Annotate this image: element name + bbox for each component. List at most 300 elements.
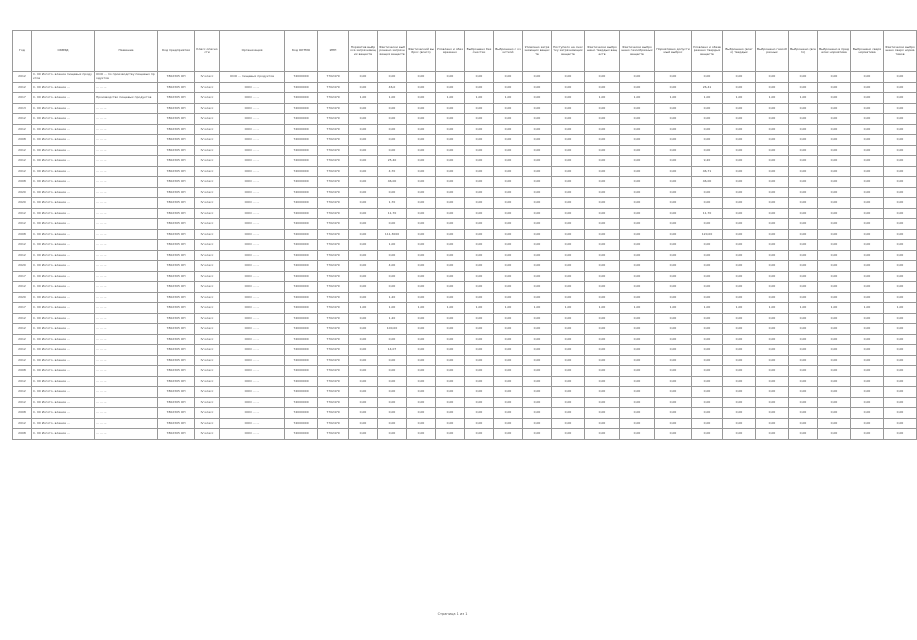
table-cell: С. 00 Изгото- вление ... <box>32 334 95 345</box>
table-cell: 0,00 <box>494 240 523 251</box>
table-cell: IV класс <box>195 219 220 230</box>
table-cell: 0,00 <box>585 240 620 251</box>
table-cell: 7802305 ОП <box>158 429 195 440</box>
table-cell: IV класс <box>195 135 220 146</box>
table-cell: С. 00 Изгото- вление ... <box>32 93 95 104</box>
table-cell: ООО ... ... <box>220 82 285 93</box>
table-cell: 0,00 <box>349 324 378 335</box>
table-cell: 2008 <box>13 177 32 188</box>
table-cell: 7702479 <box>318 166 349 177</box>
table-cell: 0,00 <box>349 198 378 209</box>
table-cell: 0,00 <box>692 334 723 345</box>
table-cell: 0,00 <box>620 114 655 125</box>
table-cell: 7802305 ОП <box>158 208 195 219</box>
table-cell: 0,00 <box>349 366 378 377</box>
table-cell: 2012 <box>13 166 32 177</box>
table-cell: 0,00 <box>552 418 585 429</box>
column-header: Уловлено загрязняющих веществ <box>523 31 552 72</box>
table-cell: 7802305 ОП <box>158 355 195 366</box>
column-header: Фактически выброшено газообразных веществ <box>620 31 655 72</box>
table-cell: 0,00 <box>655 166 692 177</box>
table-cell: 0,00 <box>552 177 585 188</box>
table-cell: 0,00 <box>851 418 884 429</box>
table-cell: 2012 <box>13 219 32 230</box>
table-cell: 0,00 <box>494 177 523 188</box>
table-cell: 0,00 <box>723 324 756 335</box>
table-cell: 0,00 <box>723 124 756 135</box>
table-cell: 0,00 <box>494 408 523 419</box>
table-cell: 1,00 <box>494 93 523 104</box>
table-cell: 0,00 <box>692 135 723 146</box>
table-cell: 0,00 <box>723 135 756 146</box>
table-cell: 0,00 <box>789 145 818 156</box>
table-row <box>13 229 917 240</box>
table-cell: 7802305 ОП <box>158 114 195 125</box>
table-cell: 2008 <box>13 408 32 419</box>
table-cell: 7802305 ОП <box>158 303 195 314</box>
table-cell: 0,00 <box>523 219 552 230</box>
table-cell: IV класс <box>195 345 220 356</box>
table-cell: 7702479 <box>318 229 349 240</box>
table-cell: 0,00 <box>436 376 465 387</box>
table-cell: 0,00 <box>407 355 436 366</box>
table-cell: 0,00 <box>494 313 523 324</box>
table-cell: 0,00 <box>692 408 723 419</box>
table-cell: 0,00 <box>552 334 585 345</box>
table-cell: 0,00 <box>523 82 552 93</box>
table-cell: ООО ... ... <box>220 271 285 282</box>
table-cell: 0,00 <box>620 292 655 303</box>
table-cell: 0,00 <box>620 145 655 156</box>
table-cell: 0,00 <box>789 397 818 408</box>
table-cell: 0,00 <box>349 208 378 219</box>
column-header: Год <box>13 31 32 72</box>
table-cell: ... ... ... <box>95 271 158 282</box>
table-cell: 7802305 ОП <box>158 93 195 104</box>
table-row <box>13 156 917 167</box>
table-row <box>13 177 917 188</box>
table-cell: 0,00 <box>407 366 436 377</box>
table-cell: 0,00 <box>620 334 655 345</box>
table-cell: 0,00 <box>818 271 851 282</box>
table-cell: 0,00 <box>378 355 407 366</box>
table-cell: 0,00 <box>723 229 756 240</box>
table-cell: 0,00 <box>349 135 378 146</box>
table-cell: 0,00 <box>552 261 585 272</box>
column-header: Фактически выброшено загрязняющих веществ <box>378 31 407 72</box>
table-cell: 0,00 <box>756 124 789 135</box>
table-cell: С. 00 Изгото- вление ... <box>32 292 95 303</box>
table-row <box>13 345 917 356</box>
table-cell: 0,00 <box>789 376 818 387</box>
table-cell: ООО ... ... <box>220 376 285 387</box>
table-cell: 74000000 <box>285 250 318 261</box>
table-cell: 1,00 <box>692 303 723 314</box>
table-cell: 0,00 <box>585 187 620 198</box>
table-cell: 0,00 <box>523 345 552 356</box>
table-cell: 7702479 <box>318 303 349 314</box>
table-cell: IV класс <box>195 93 220 104</box>
table-cell: ... ... ... <box>95 82 158 93</box>
table-cell: 0,00 <box>436 334 465 345</box>
table-cell: 74000000 <box>285 324 318 335</box>
table-cell: ООО ... ... <box>220 397 285 408</box>
table-cell: 0,00 <box>552 229 585 240</box>
table-cell: 0,00 <box>723 261 756 272</box>
table-cell: 0,00 <box>655 156 692 167</box>
table-cell: 0,00 <box>407 198 436 209</box>
table-cell: 2020 <box>13 187 32 198</box>
table-cell: 0,00 <box>523 187 552 198</box>
table-cell: 0,00 <box>585 114 620 125</box>
table-cell: ... ... ... <box>95 145 158 156</box>
table-cell: 0,00 <box>818 324 851 335</box>
table-cell: 0,00 <box>523 397 552 408</box>
table-cell: 0,00 <box>692 198 723 209</box>
table-cell: 0,00 <box>655 103 692 114</box>
table-row <box>13 198 917 209</box>
table-cell: 0,00 <box>692 250 723 261</box>
table-cell: 0,00 <box>378 187 407 198</box>
table-cell: 0,00 <box>407 418 436 429</box>
table-cell: 0,00 <box>349 334 378 345</box>
table-cell: 0,00 <box>436 324 465 335</box>
table-cell: 0,00 <box>436 429 465 440</box>
table-cell: 0,00 <box>465 114 494 125</box>
table-cell: 0,00 <box>884 418 917 429</box>
table-cell: 0,00 <box>756 282 789 293</box>
table-row <box>13 250 917 261</box>
table-cell: 0,00 <box>378 387 407 398</box>
table-cell: 0,00 <box>523 124 552 135</box>
table-cell: 0,00 <box>723 72 756 83</box>
table-cell: 0,00 <box>465 166 494 177</box>
table-cell: 0,00 <box>756 177 789 188</box>
table-cell: 74000000 <box>285 313 318 324</box>
table-cell: 46,71 <box>692 166 723 177</box>
table-cell: 7802305 ОП <box>158 324 195 335</box>
table-cell: 0,00 <box>407 187 436 198</box>
table-cell: IV класс <box>195 124 220 135</box>
table-cell: 0,00 <box>407 229 436 240</box>
table-cell: С. 00 Изгото- вление ... <box>32 145 95 156</box>
table-cell: 0,00 <box>789 418 818 429</box>
table-cell: 0,00 <box>655 355 692 366</box>
table-cell: 1,00 <box>378 303 407 314</box>
table-cell: 2008 <box>13 366 32 377</box>
table-cell: 0,00 <box>523 429 552 440</box>
table-cell: 0,00 <box>407 156 436 167</box>
table-cell: 7802305 ОП <box>158 250 195 261</box>
table-cell: 0,00 <box>465 271 494 282</box>
table-cell: 7702479 <box>318 324 349 335</box>
table-cell: 0,00 <box>620 208 655 219</box>
table-cell: 0,00 <box>851 114 884 125</box>
table-cell: 0,00 <box>585 313 620 324</box>
table-header-row <box>13 31 917 72</box>
table-cell: 2012 <box>13 418 32 429</box>
table-cell: 26,41 <box>692 82 723 93</box>
table-cell: 0,00 <box>655 376 692 387</box>
table-cell: 74000000 <box>285 271 318 282</box>
table-cell: 0,00 <box>655 313 692 324</box>
table-cell: 0,00 <box>436 271 465 282</box>
table-cell: 74000000 <box>285 303 318 314</box>
table-cell: 0,00 <box>494 72 523 83</box>
table-cell: 0,00 <box>620 387 655 398</box>
table-cell: 0,00 <box>378 366 407 377</box>
table-cell: 0,00 <box>552 355 585 366</box>
table-cell: 0,00 <box>349 187 378 198</box>
table-cell: 0,00 <box>818 376 851 387</box>
table-cell: С. 00 Изгото- вление ... <box>32 418 95 429</box>
table-cell: 2012 <box>13 334 32 345</box>
table-cell: ... ... ... <box>95 313 158 324</box>
table-cell: 0,00 <box>552 366 585 377</box>
table-cell: ... ... ... <box>95 124 158 135</box>
column-header: Выброшено газообразных <box>756 31 789 72</box>
table-cell: 0,00 <box>692 261 723 272</box>
table-cell: 0,00 <box>465 208 494 219</box>
table-cell: ООО ... ... <box>220 429 285 440</box>
table-cell: IV класс <box>195 261 220 272</box>
table-cell: 74000000 <box>285 72 318 83</box>
table-cell: 0,00 <box>378 376 407 387</box>
table-cell: 7702479 <box>318 282 349 293</box>
table-cell: 7702479 <box>318 250 349 261</box>
table-cell: 0,00 <box>789 250 818 261</box>
table-cell: IV класс <box>195 208 220 219</box>
table-cell: ООО ... ... <box>220 250 285 261</box>
table-cell: 0,00 <box>692 418 723 429</box>
table-cell: 0,00 <box>378 72 407 83</box>
table-cell: 2008 <box>13 229 32 240</box>
table-cell: 0,00 <box>692 114 723 125</box>
table-cell: 7702479 <box>318 271 349 282</box>
table-row <box>13 261 917 272</box>
table-cell: 0,00 <box>465 292 494 303</box>
table-cell: 0,00 <box>789 124 818 135</box>
table-cell: 0,00 <box>723 103 756 114</box>
table-cell: 4,00 <box>378 261 407 272</box>
table-cell: 0,00 <box>585 208 620 219</box>
table-cell: 7802305 ОП <box>158 313 195 324</box>
table-cell: 0,00 <box>494 376 523 387</box>
table-cell: 0,00 <box>884 324 917 335</box>
table-cell: С. 00 Изгото- вление ... <box>32 429 95 440</box>
table-cell: 0,00 <box>756 114 789 125</box>
table-cell: 7702479 <box>318 72 349 83</box>
table-cell: 0,00 <box>465 240 494 251</box>
table-cell: 0,00 <box>523 261 552 272</box>
table-cell: 0,00 <box>585 145 620 156</box>
table-cell: ООО ... ... <box>220 114 285 125</box>
column-header: Класс опасности <box>195 31 220 72</box>
table-cell: 100,00 <box>378 324 407 335</box>
table-cell: 0,00 <box>523 198 552 209</box>
table-cell: 0,00 <box>407 376 436 387</box>
table-cell: 0,00 <box>655 229 692 240</box>
table-cell: 0,00 <box>723 177 756 188</box>
table-cell: 1,00 <box>552 303 585 314</box>
table-cell: 0,00 <box>818 429 851 440</box>
table-cell: 0,00 <box>756 366 789 377</box>
table-cell: IV класс <box>195 429 220 440</box>
table-cell: 0,00 <box>756 145 789 156</box>
table-row <box>13 82 917 93</box>
table-cell: 0,00 <box>494 208 523 219</box>
column-header: Выброшено без очистки <box>465 31 494 72</box>
table-cell: 0,00 <box>851 229 884 240</box>
table-cell: 0,00 <box>655 198 692 209</box>
table-cell: 0,00 <box>494 145 523 156</box>
table-cell: 0,00 <box>884 397 917 408</box>
table-cell: 74000000 <box>285 429 318 440</box>
table-cell: 0,00 <box>655 82 692 93</box>
table-cell: 0,00 <box>585 229 620 240</box>
table-cell: 0,00 <box>851 387 884 398</box>
table-cell: 7702479 <box>318 376 349 387</box>
table-cell: 0,00 <box>552 124 585 135</box>
table-cell: 0,00 <box>756 345 789 356</box>
table-row <box>13 303 917 314</box>
table-cell: 0,00 <box>851 271 884 282</box>
table-cell: 2012 <box>13 72 32 83</box>
table-cell: ... ... ... <box>95 355 158 366</box>
table-cell: 1,00 <box>494 303 523 314</box>
table-cell: 0,00 <box>585 334 620 345</box>
table-cell: 0,00 <box>818 355 851 366</box>
table-cell: 0,00 <box>585 387 620 398</box>
table-cell: 0,00 <box>620 177 655 188</box>
table-cell: 0,00 <box>552 240 585 251</box>
table-cell: 2012 <box>13 387 32 398</box>
table-cell: 0,00 <box>851 198 884 209</box>
table-cell: 7802305 ОП <box>158 240 195 251</box>
table-cell: 74000000 <box>285 177 318 188</box>
table-cell: ... ... ... <box>95 261 158 272</box>
table-cell: ООО ... ... <box>220 135 285 146</box>
table-cell: 2017 <box>13 93 32 104</box>
table-cell: 0,00 <box>378 219 407 230</box>
table-cell: 120,00 <box>692 229 723 240</box>
table-cell: IV класс <box>195 72 220 83</box>
table-cell: 0,00 <box>494 366 523 377</box>
table-cell: ООО ... ... <box>220 324 285 335</box>
table-cell: IV класс <box>195 324 220 335</box>
table-cell: 1,00 <box>789 93 818 104</box>
column-header: Код ОКТМО <box>285 31 318 72</box>
table-cell: 0,00 <box>620 282 655 293</box>
table-cell: 0,00 <box>851 345 884 356</box>
table-row <box>13 72 917 83</box>
table-cell: 0,00 <box>655 324 692 335</box>
table-cell: 74000000 <box>285 387 318 398</box>
table-cell: ... ... ... <box>95 250 158 261</box>
table-cell: 0,00 <box>818 313 851 324</box>
table-cell: 0,00 <box>723 82 756 93</box>
table-cell: 7702479 <box>318 240 349 251</box>
column-header: Название <box>95 31 158 72</box>
table-cell: ... ... ... <box>95 114 158 125</box>
table-cell: 74000000 <box>285 355 318 366</box>
table-cell: 11,70 <box>692 208 723 219</box>
page-footer: Страница 1 из 1 <box>437 612 468 616</box>
table-cell: 0,00 <box>692 355 723 366</box>
table-cell: 1,00 <box>723 303 756 314</box>
table-cell: 0,00 <box>818 145 851 156</box>
table-cell: 0,00 <box>436 124 465 135</box>
table-cell: 0,00 <box>620 324 655 335</box>
table-cell: 0,00 <box>585 198 620 209</box>
table-cell: 0,00 <box>523 240 552 251</box>
table-cell: ... ... ... <box>95 324 158 335</box>
table-cell: 0,00 <box>756 408 789 419</box>
table-cell: 0,00 <box>789 156 818 167</box>
table-cell: 0,00 <box>655 187 692 198</box>
table-cell: 0,00 <box>655 292 692 303</box>
table-cell: 0,00 <box>407 324 436 335</box>
table-cell: 74000000 <box>285 156 318 167</box>
table-cell: ... ... ... <box>95 135 158 146</box>
table-cell: 0,00 <box>884 366 917 377</box>
table-cell: 0,00 <box>851 334 884 345</box>
table-cell: 0,00 <box>620 366 655 377</box>
table-cell: С. 00 Изгото- вление ... <box>32 198 95 209</box>
table-cell: 1,00 <box>655 93 692 104</box>
table-cell: 0,00 <box>756 82 789 93</box>
table-cell: 0,00 <box>378 282 407 293</box>
table-cell: 1,70 <box>378 198 407 209</box>
table-cell: 0,00 <box>465 187 494 198</box>
table-cell: С. 00 Изгото- вление ... <box>32 313 95 324</box>
table-cell: 0,00 <box>756 219 789 230</box>
table-cell: 0,00 <box>465 261 494 272</box>
table-cell: 0,00 <box>723 366 756 377</box>
table-cell: 0,00 <box>407 208 436 219</box>
table-cell: 0,00 <box>818 156 851 167</box>
table-cell: 0,00 <box>789 429 818 440</box>
table-cell: 2012 <box>13 240 32 251</box>
table-cell: 0,00 <box>818 345 851 356</box>
table-cell: 0,00 <box>789 366 818 377</box>
table-cell: 0,00 <box>789 408 818 419</box>
table-cell: 7702479 <box>318 397 349 408</box>
table-cell: 0,00 <box>349 250 378 261</box>
table-cell: 0,00 <box>818 177 851 188</box>
table-cell: 0,00 <box>465 72 494 83</box>
table-cell: 0,00 <box>756 261 789 272</box>
table-cell: 0,00 <box>884 376 917 387</box>
table-cell: 0,00 <box>884 114 917 125</box>
table-cell: ... ... ... <box>95 292 158 303</box>
table-row <box>13 376 917 387</box>
table-cell: 0,00 <box>465 124 494 135</box>
table-cell: 0,00 <box>756 135 789 146</box>
table-cell: С. 00 Изгото- вление ... <box>32 219 95 230</box>
table-cell: С. 00 Изгото- вление пищевых продуктов <box>32 72 95 83</box>
table-cell: 0,00 <box>756 103 789 114</box>
table-cell: 0,00 <box>494 166 523 177</box>
table-cell: С. 00 Изгото- вление ... <box>32 229 95 240</box>
table-cell: 74000000 <box>285 418 318 429</box>
table-cell: 0,00 <box>692 376 723 387</box>
table-cell: 2012 <box>13 282 32 293</box>
table-cell: С. 00 Изгото- вление ... <box>32 282 95 293</box>
table-cell: 7802305 ОП <box>158 156 195 167</box>
table-cell: IV класс <box>195 366 220 377</box>
table-cell: 0,00 <box>620 418 655 429</box>
